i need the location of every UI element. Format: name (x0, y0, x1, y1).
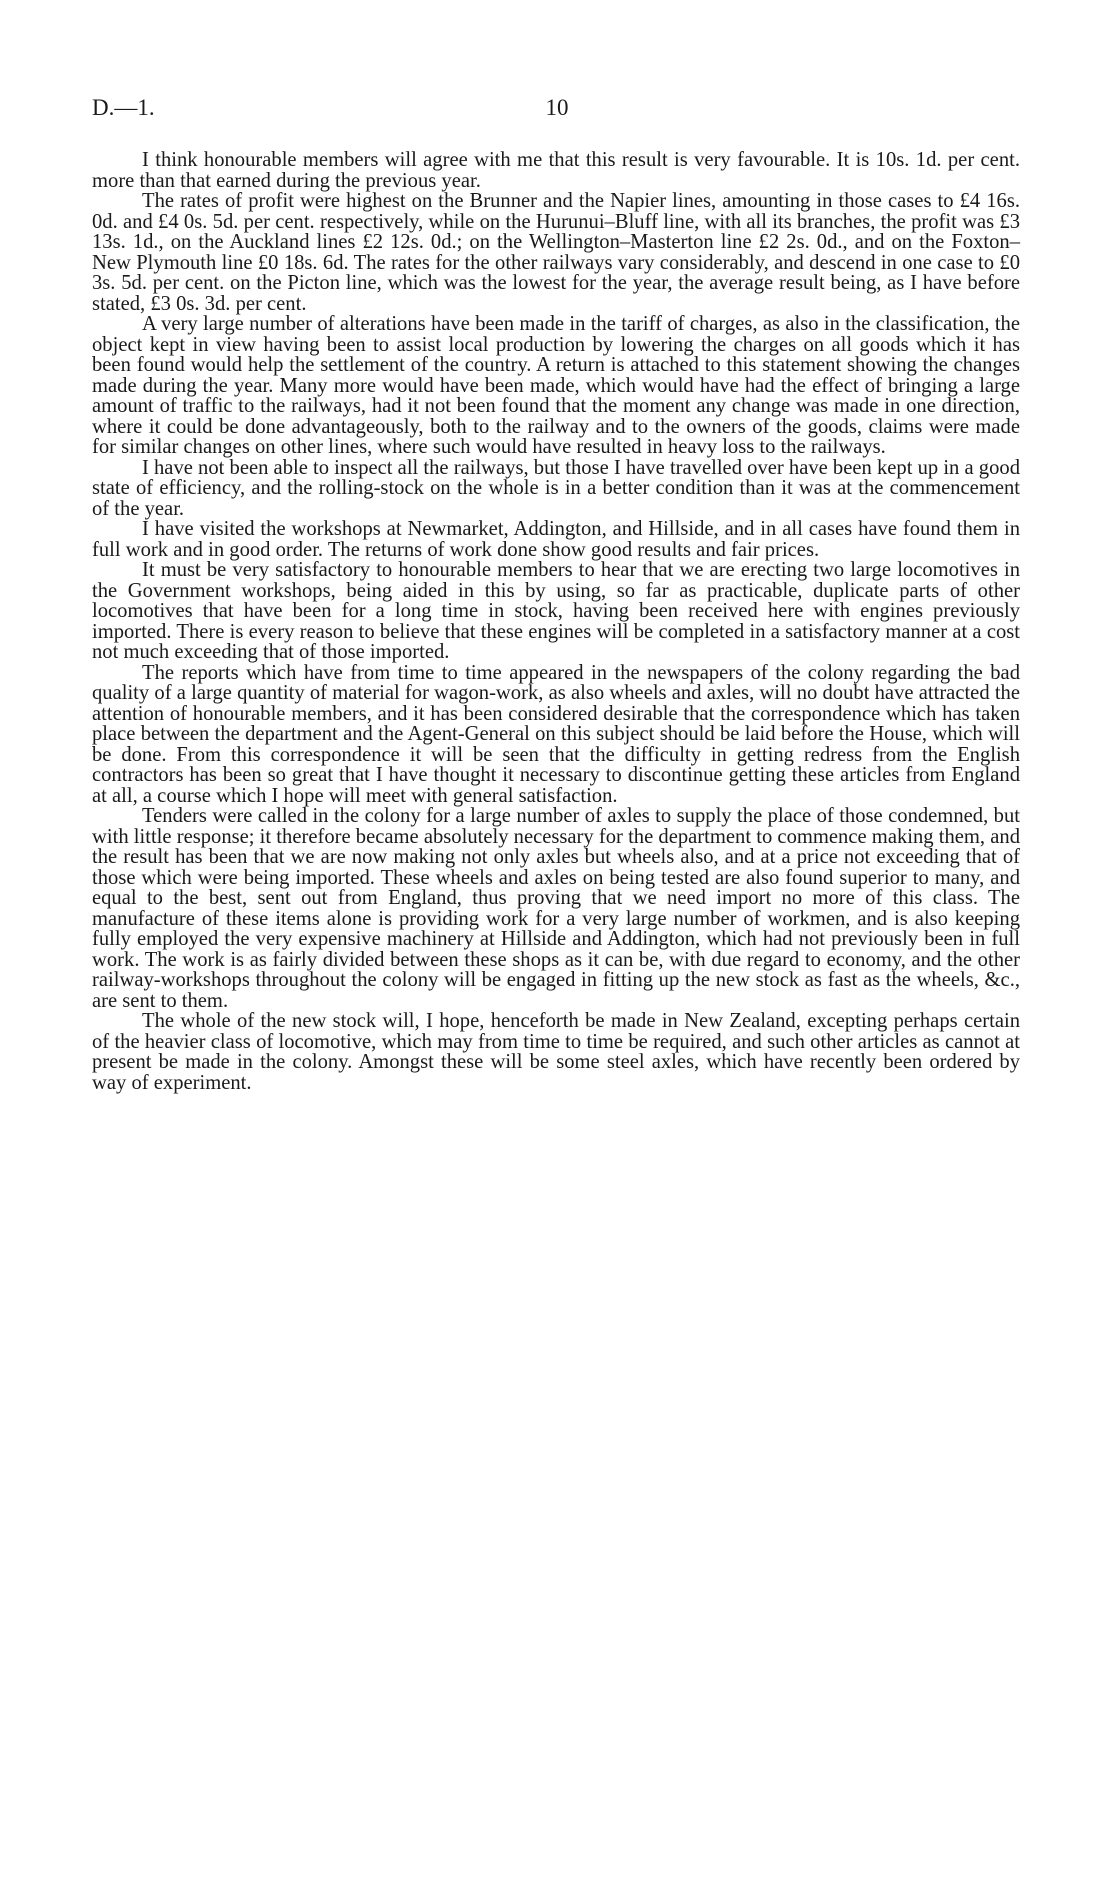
paragraph-axle-tenders: Tenders were called in the colony for a large number of axles to supply the place of those condemned, but with little response; it therefore became absolutely necessary for the department to commence making them, and the result has been that we are now making not only axles but wheels also, and at a price not exceeding that of those which were being imported. These wheels and axles on being tested are also found superior to many, and equal to the best, sent out from England, thus proving that we need import no more of this class. The manufacture of these items alone is providing work for a very large number of workmen, and is also keeping fully employed the very expensive machinery at Hillside and Addington, which had not previously been in full work. The work is as fairly divided between these shops as it can be, with due regard to economy, and the other railway-workshops throughout the colony will be engaged in fitting up the new stock as fast as the wheels, &c., are sent to them. (92, 805, 1020, 1012)
paragraph-new-stock: The whole of the new stock will, I hope, henceforth be made in New Zealand, excepting perhaps certain of the heavier class of locomotive, which may from time to time be required, and such other articles as cannot at present be made in the colony. Amongst these will be some steel axles, which have recently been ordered by way of experiment. (92, 1010, 1020, 1094)
page-number: 10 (545, 95, 569, 120)
body-text (92, 150, 1020, 1093)
document-reference: D.—1. (92, 95, 155, 120)
paragraph-tariff-alterations: A very large number of alterations have been made in the tariff of charges, as also in the classification, the object kept in view having been to assist local production by lowering the charges on all goods which it has been found would help the settlement of the country. A return is attached to this statement showing the changes made during the year. Many more would have been made, which would have had the effect of bringing a large amount of traffic to the railways, had it not been found that the moment any change was made in one direction, where it could be done advantageously, both to the railway and to the owners of the goods, claims were made for similar changes on other lines, where such would have resulted in heavy loss to the railways. (92, 313, 1020, 458)
paragraph-rates-of-profit: The rates of profit were highest on the Brunner and the Napier lines, amounting in those cases to £4 16s. 0d. and £4 0s. 5d. per cent. respectively, while on the Hurunui–Bluff line, with all its branches, the profit was £3 13s. 1d., on the Auckland lines £2 12s. 0d.; on the Wellington–Masterton line £2 2s. 0d., and on the Foxton–New Plymouth line £0 18s. 6d. The rates for the other railways vary considerably, and descend in one case to £0 3s. 5d. per cent. on the Picton line, which was the lowest for the year, the average result being, as I have before stated, £3 0s. 3d. per cent. (92, 190, 1020, 315)
paragraph-workshops-visited: I have visited the workshops at Newmarket, Addington, and Hillside, and in all cases have found them in full work and in good order. The returns of work done show good results and fair prices. (92, 518, 1020, 561)
page-header (92, 95, 1022, 125)
paragraph-result-favourable: I think honourable members will agree with me that this result is very favourable. It is 10s. 1d. per cent. more than that earned during the previous year. (92, 149, 1020, 192)
paragraph-railway-inspection: I have not been able to inspect all the railways, but those I have travelled over have been kept up in a good state of efficiency, and the rolling-stock on the whole is in a better condition than it was at the commencement of the year. (92, 456, 1020, 520)
paragraph-locomotives: It must be very satisfactory to honourable members to hear that we are erecting two large locomotives in the Government workshops, being aided in this by using, so far as practicable, duplicate parts of other locomotives that have been for a long time in stock, having been received here with engines previously imported. There is every reason to believe that these engines will be completed in a satisfactory manner at a cost not much exceeding that of those imported. (92, 559, 1020, 663)
paragraph-material-reports: The reports which have from time to time appeared in the newspapers of the colony regarding the bad quality of a large quantity of material for wagon-work, as also wheels and axles, will no doubt have attracted the attention of honourable members, and it has been considered desirable that the correspondence which has taken place between the department and the Agent-General on this subject should be laid before the House, which will be done. From this correspondence it will be seen that the difficulty in getting redress from the English contractors has been so great that I have thought it necessary to discontinue getting these articles from England at all, a course which I hope will meet with general satisfaction. (92, 661, 1020, 807)
